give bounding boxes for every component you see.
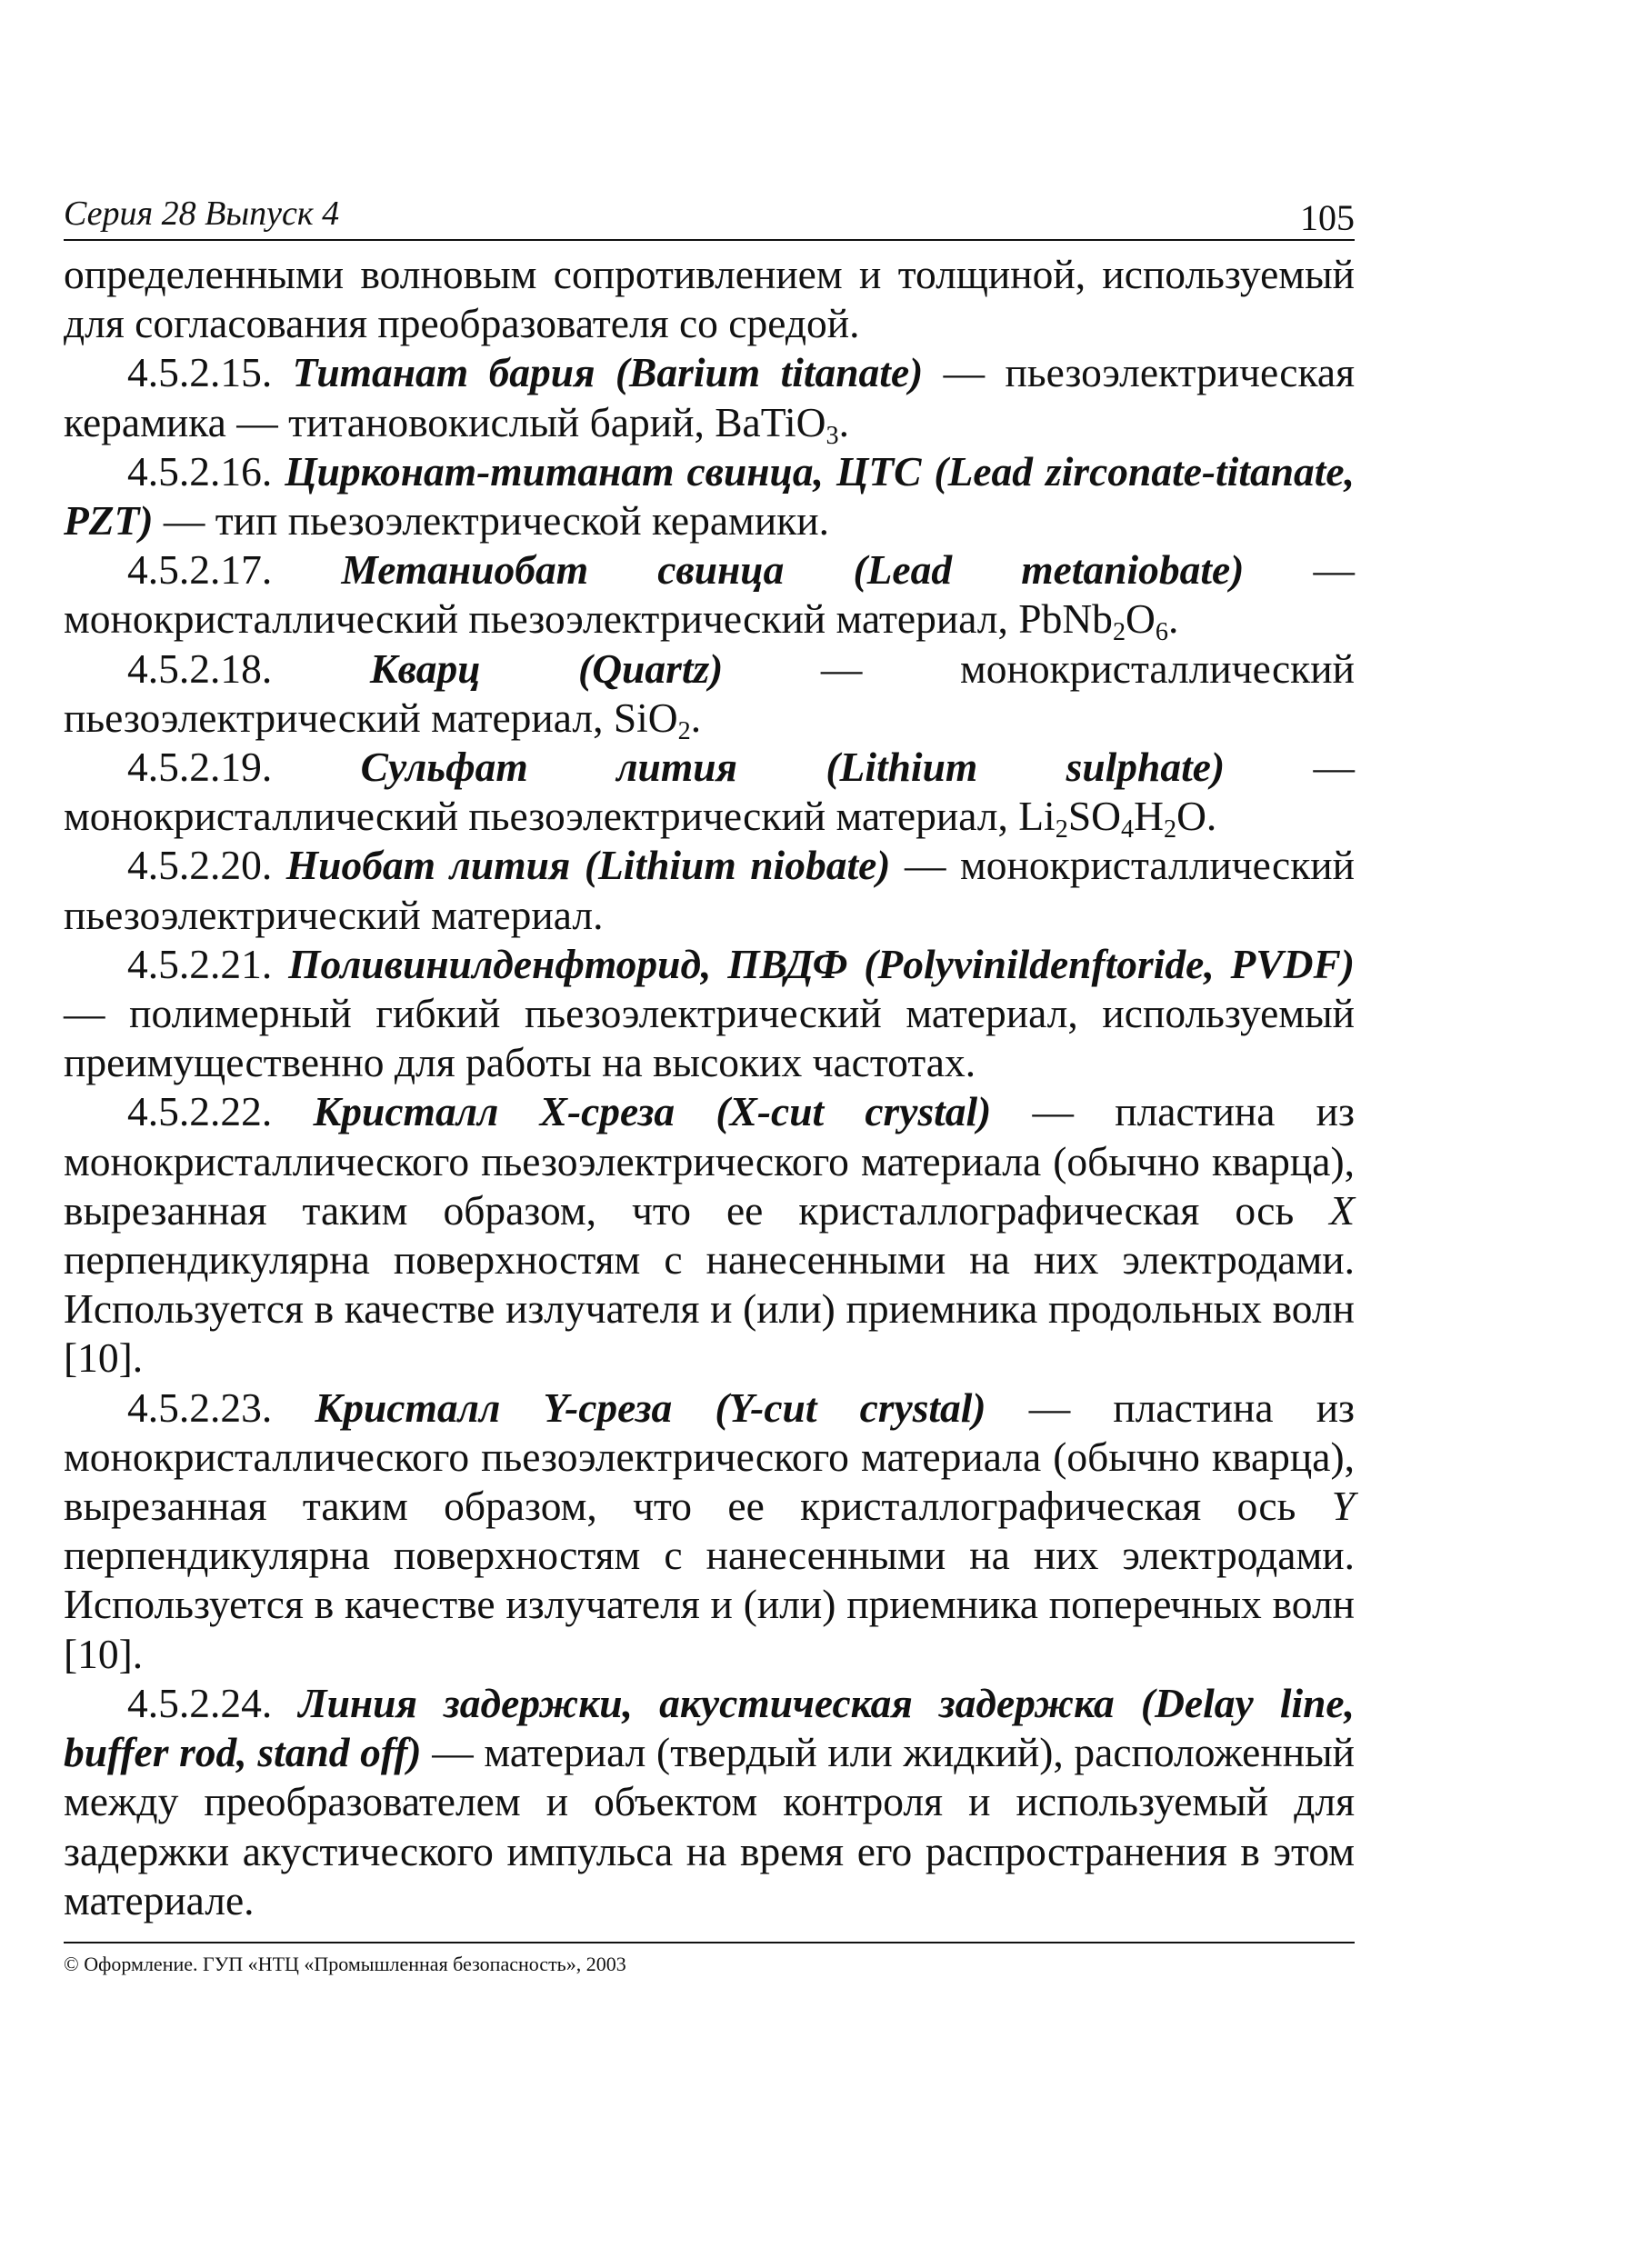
chemical-formula: BaTiO$_3$.	[715, 398, 849, 450]
chemical-formula: $Li_2SO_4H_2O$.	[1018, 793, 1217, 844]
entry-number: 4.5.2.15.	[127, 349, 273, 396]
entry-term: Сульфат лития (Lithium sulphate)	[360, 744, 1226, 791]
entry-definition-continued: перпендикулярна поверхностям с нанесенными на них электродами. Используется в качестве излучателя и (или) приемника продольных волн [10].	[64, 1236, 1355, 1382]
entry-4-5-2-17	[64, 545, 1356, 647]
entry-number: 4.5.2.18.	[127, 644, 273, 692]
entry-4-5-2-18	[64, 644, 1355, 743]
entry-number: 4.5.2.22.	[127, 1088, 273, 1135]
entry-number: 4.5.2.23.	[127, 1384, 273, 1431]
copyright-footer	[64, 1942, 1355, 1976]
entry-definition: — монокристаллический пьезоэлектрический материал,	[64, 744, 1355, 840]
entry-4-5-2-22	[64, 1087, 1355, 1383]
copyright-text: © Оформление. ГУП «НТЦ «Промышленная безопасность», 2003	[64, 1952, 626, 1975]
entry-term: Кристалл Y-среза (Y-cut crystal)	[315, 1384, 986, 1431]
entry-term: Кристалл X-среза (X-cut crystal)	[313, 1088, 992, 1135]
running-header	[64, 186, 1355, 241]
page-number: 105	[1300, 197, 1355, 238]
entry-number: 4.5.2.24.	[127, 1679, 273, 1726]
entry-definition: — материал (твердый или жидкий), расположенный между преобразователем и объектом контроля и используемый для задержки акустического импульса на время его распространения в этом материале.	[64, 1729, 1355, 1923]
series-label: Серия 28 Выпуск 4	[64, 195, 340, 233]
entry-term: Поливинилденфторид, ПВДФ (Polyvinildenftoride, PVDF)	[288, 940, 1356, 987]
entry-term: Титанат бария (Barium titanate)	[292, 349, 924, 396]
axis-symbol: Y	[1331, 1483, 1355, 1530]
entry-definition: — пластина из монокристаллического пьезоэлектрического материала (обычно кварца), вырезанная таким образом, что ее кристаллографическая ось	[64, 1384, 1356, 1530]
entry-number: 4.5.2.16.	[127, 447, 273, 495]
entry-4-5-2-21	[64, 940, 1355, 1088]
entry-4-5-2-20	[64, 841, 1355, 939]
entry-number: 4.5.2.17.	[127, 546, 273, 594]
entry-term: Линия задержки, акустическая задержка (Delay line, buffer rod, stand off)	[64, 1679, 1355, 1776]
entry-definition: — тип пьезоэлектрической керамики.	[153, 497, 830, 545]
entry-4-5-2-19	[64, 743, 1355, 844]
entry-term: Метаниобат свинца (Lead metaniobate)	[341, 546, 1245, 594]
entry-definition: — монокристаллический пьезоэлектрический материал,	[64, 644, 1355, 741]
entry-number: 4.5.2.21.	[127, 940, 273, 987]
entry-term: Цирконат-титанат свинца, ЦТС (Lead zirconate-titanate, PZT)	[64, 447, 1355, 545]
entry-definition: — полимерный гибкий пьезоэлектрический материал, используемый преимущественно для работы на высоких частотах.	[64, 990, 1355, 1086]
entry-definition: — монокристаллический пьезоэлектрический материал,	[64, 546, 1356, 643]
entry-number: 4.5.2.20.	[127, 842, 273, 889]
entry-definition: — пьезоэлектрическая керамика — титановокислый барий,	[64, 349, 1356, 445]
entry-term: Ниобат лития (Lithium niobate)	[285, 842, 891, 889]
body-text	[64, 250, 1355, 1925]
entry-number: 4.5.2.19.	[127, 744, 273, 791]
entry-4-5-2-23	[64, 1384, 1355, 1679]
entry-4-5-2-15	[64, 348, 1356, 450]
entry-4-5-2-16	[64, 447, 1355, 545]
entry-4-5-2-24	[64, 1679, 1355, 1925]
chemical-formula: $PbNb_2O_6$.	[1018, 595, 1179, 647]
chemical-formula: SiO$_2$.	[613, 694, 702, 745]
entry-definition-continued: перпендикулярна поверхностям с нанесенными на них электродами. Используется в качестве излучателя и (или) приемника поперечных волн [10].	[64, 1532, 1355, 1677]
entry-term: Кварц (Quartz)	[369, 644, 724, 692]
entry-definition: — монокристаллический пьезоэлектрический материал.	[64, 842, 1356, 938]
continuation-paragraph: определенными волновым сопротивлением и толщиной, используемый для согласования преобразователя со средой.	[64, 251, 1355, 347]
document-page	[64, 186, 1355, 1976]
entry-definition: — пластина из монокристаллического пьезоэлектрического материала (обычно кварца), вырезанная таким образом, что ее кристаллографическая ось	[64, 1088, 1355, 1234]
axis-symbol: X	[1329, 1186, 1355, 1234]
